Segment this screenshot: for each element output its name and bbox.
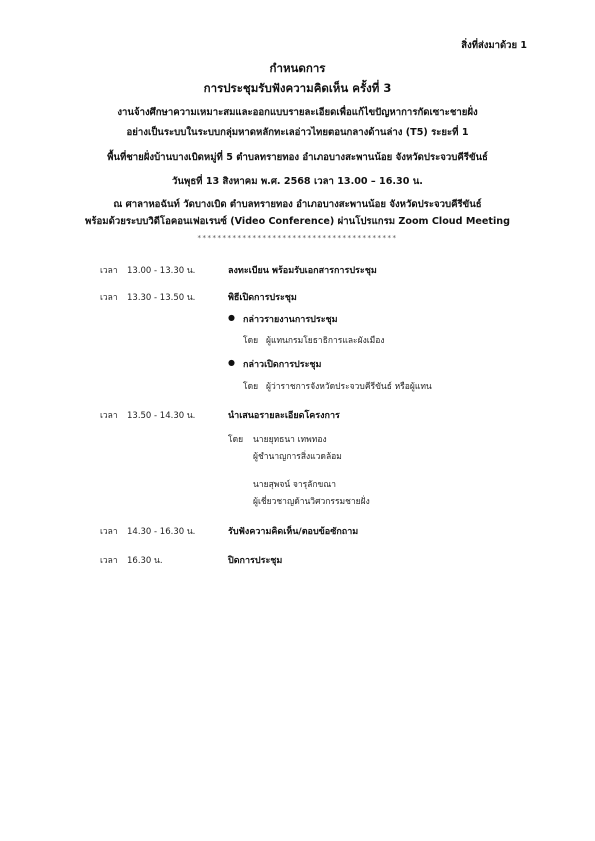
divider: **************************************** [197, 234, 398, 242]
attachment-label: สิ่งที่ส่งมาด้วย 1 [461, 40, 527, 51]
time-label: เวลา [100, 556, 118, 566]
bullet-icon: ● [228, 313, 235, 322]
agenda-topic: นำเสนอรายละเอียดโครงการ [228, 411, 340, 421]
presenter-role: ผู้เชี่ยวชาญด้านวิศวกรรมชายฝั่ง [253, 497, 370, 507]
time-label: เวลา [100, 527, 118, 537]
time-value: 13.30 - 13.50 น. [127, 293, 196, 303]
date-line: วันพุธที่ 13 สิงหาคม พ.ศ. 2568 เวลา 13.00 – 16.30 น. [172, 176, 423, 187]
project-line-1: งานจ้างศึกษาความเหมาะสมและออกแบบรายละเอียดเพื่อแก้ไขปัญหาการกัดเซาะชายฝั่ง [117, 107, 478, 118]
time-value: 14.30 - 16.30 น. [127, 527, 196, 537]
agenda-topic: ลงทะเบียน พร้อมรับเอกสารการประชุม [228, 266, 377, 276]
conference-line: พร้อมด้วยระบบวิดีโอคอนเฟอเรนซ์ (Video Conference) ผ่านโปรแกรม Zoom Cloud Meeting [85, 216, 510, 227]
sub-topic: กล่าวรายงานการประชุม [243, 315, 338, 325]
area-line: พื้นที่ชายฝั่งบ้านบางเบิดหมู่ที่ 5 ตำบลทรายทอง อำเภอบางสะพานน้อย จังหวัดประจวบคีรีขันธ์ [107, 152, 488, 163]
meeting-subtitle: การประชุมรับฟังความคิดเห็น ครั้งที่ 3 [203, 81, 392, 95]
agenda-topic: รับฟังความคิดเห็น/ตอบข้อซักถาม [228, 527, 359, 537]
time-value: 13.00 - 13.30 น. [127, 266, 196, 276]
agenda-topic: ปิดการประชุม [228, 556, 283, 566]
speaker: ผู้แทนกรมโยธาธิการและผังเมือง [266, 336, 385, 346]
time-value: 16.30 น. [127, 556, 163, 566]
by-label: โดย [243, 336, 259, 346]
venue-line: ณ ศาลาหอฉันท์ วัดบางเบิด ตำบลทรายทอง อำเภอบางสะพานน้อย จังหวัดประจวบคีรีขันธ์ [113, 199, 482, 210]
project-line-2: อย่างเป็นระบบในระบบกลุ่มหาดหลักทะเลอ่าวไทยตอนกลางด้านล่าง (T5) ระยะที่ 1 [126, 127, 469, 138]
by-label: โดย [228, 435, 244, 445]
page-title: กำหนดการ [269, 61, 326, 75]
time-label: เวลา [100, 293, 118, 303]
sub-topic: กล่าวเปิดการประชุม [243, 360, 322, 370]
time-label: เวลา [100, 411, 118, 421]
agenda-topic: พิธีเปิดการประชุม [228, 293, 297, 303]
by-label: โดย [243, 382, 259, 392]
time-label: เวลา [100, 266, 118, 276]
speaker: ผู้ว่าราชการจังหวัดประจวบคีรีขันธ์ หรือผู้แทน [266, 382, 432, 392]
time-value: 13.50 - 14.30 น. [127, 411, 196, 421]
presenter-name: นายยุทธนา เทพทอง [253, 435, 327, 445]
presenter-name: นายสุพจน์ จารุลักขณา [253, 480, 336, 490]
presenter-role: ผู้ชำนาญการสิ่งแวดล้อม [253, 452, 342, 462]
bullet-icon: ● [228, 358, 235, 367]
